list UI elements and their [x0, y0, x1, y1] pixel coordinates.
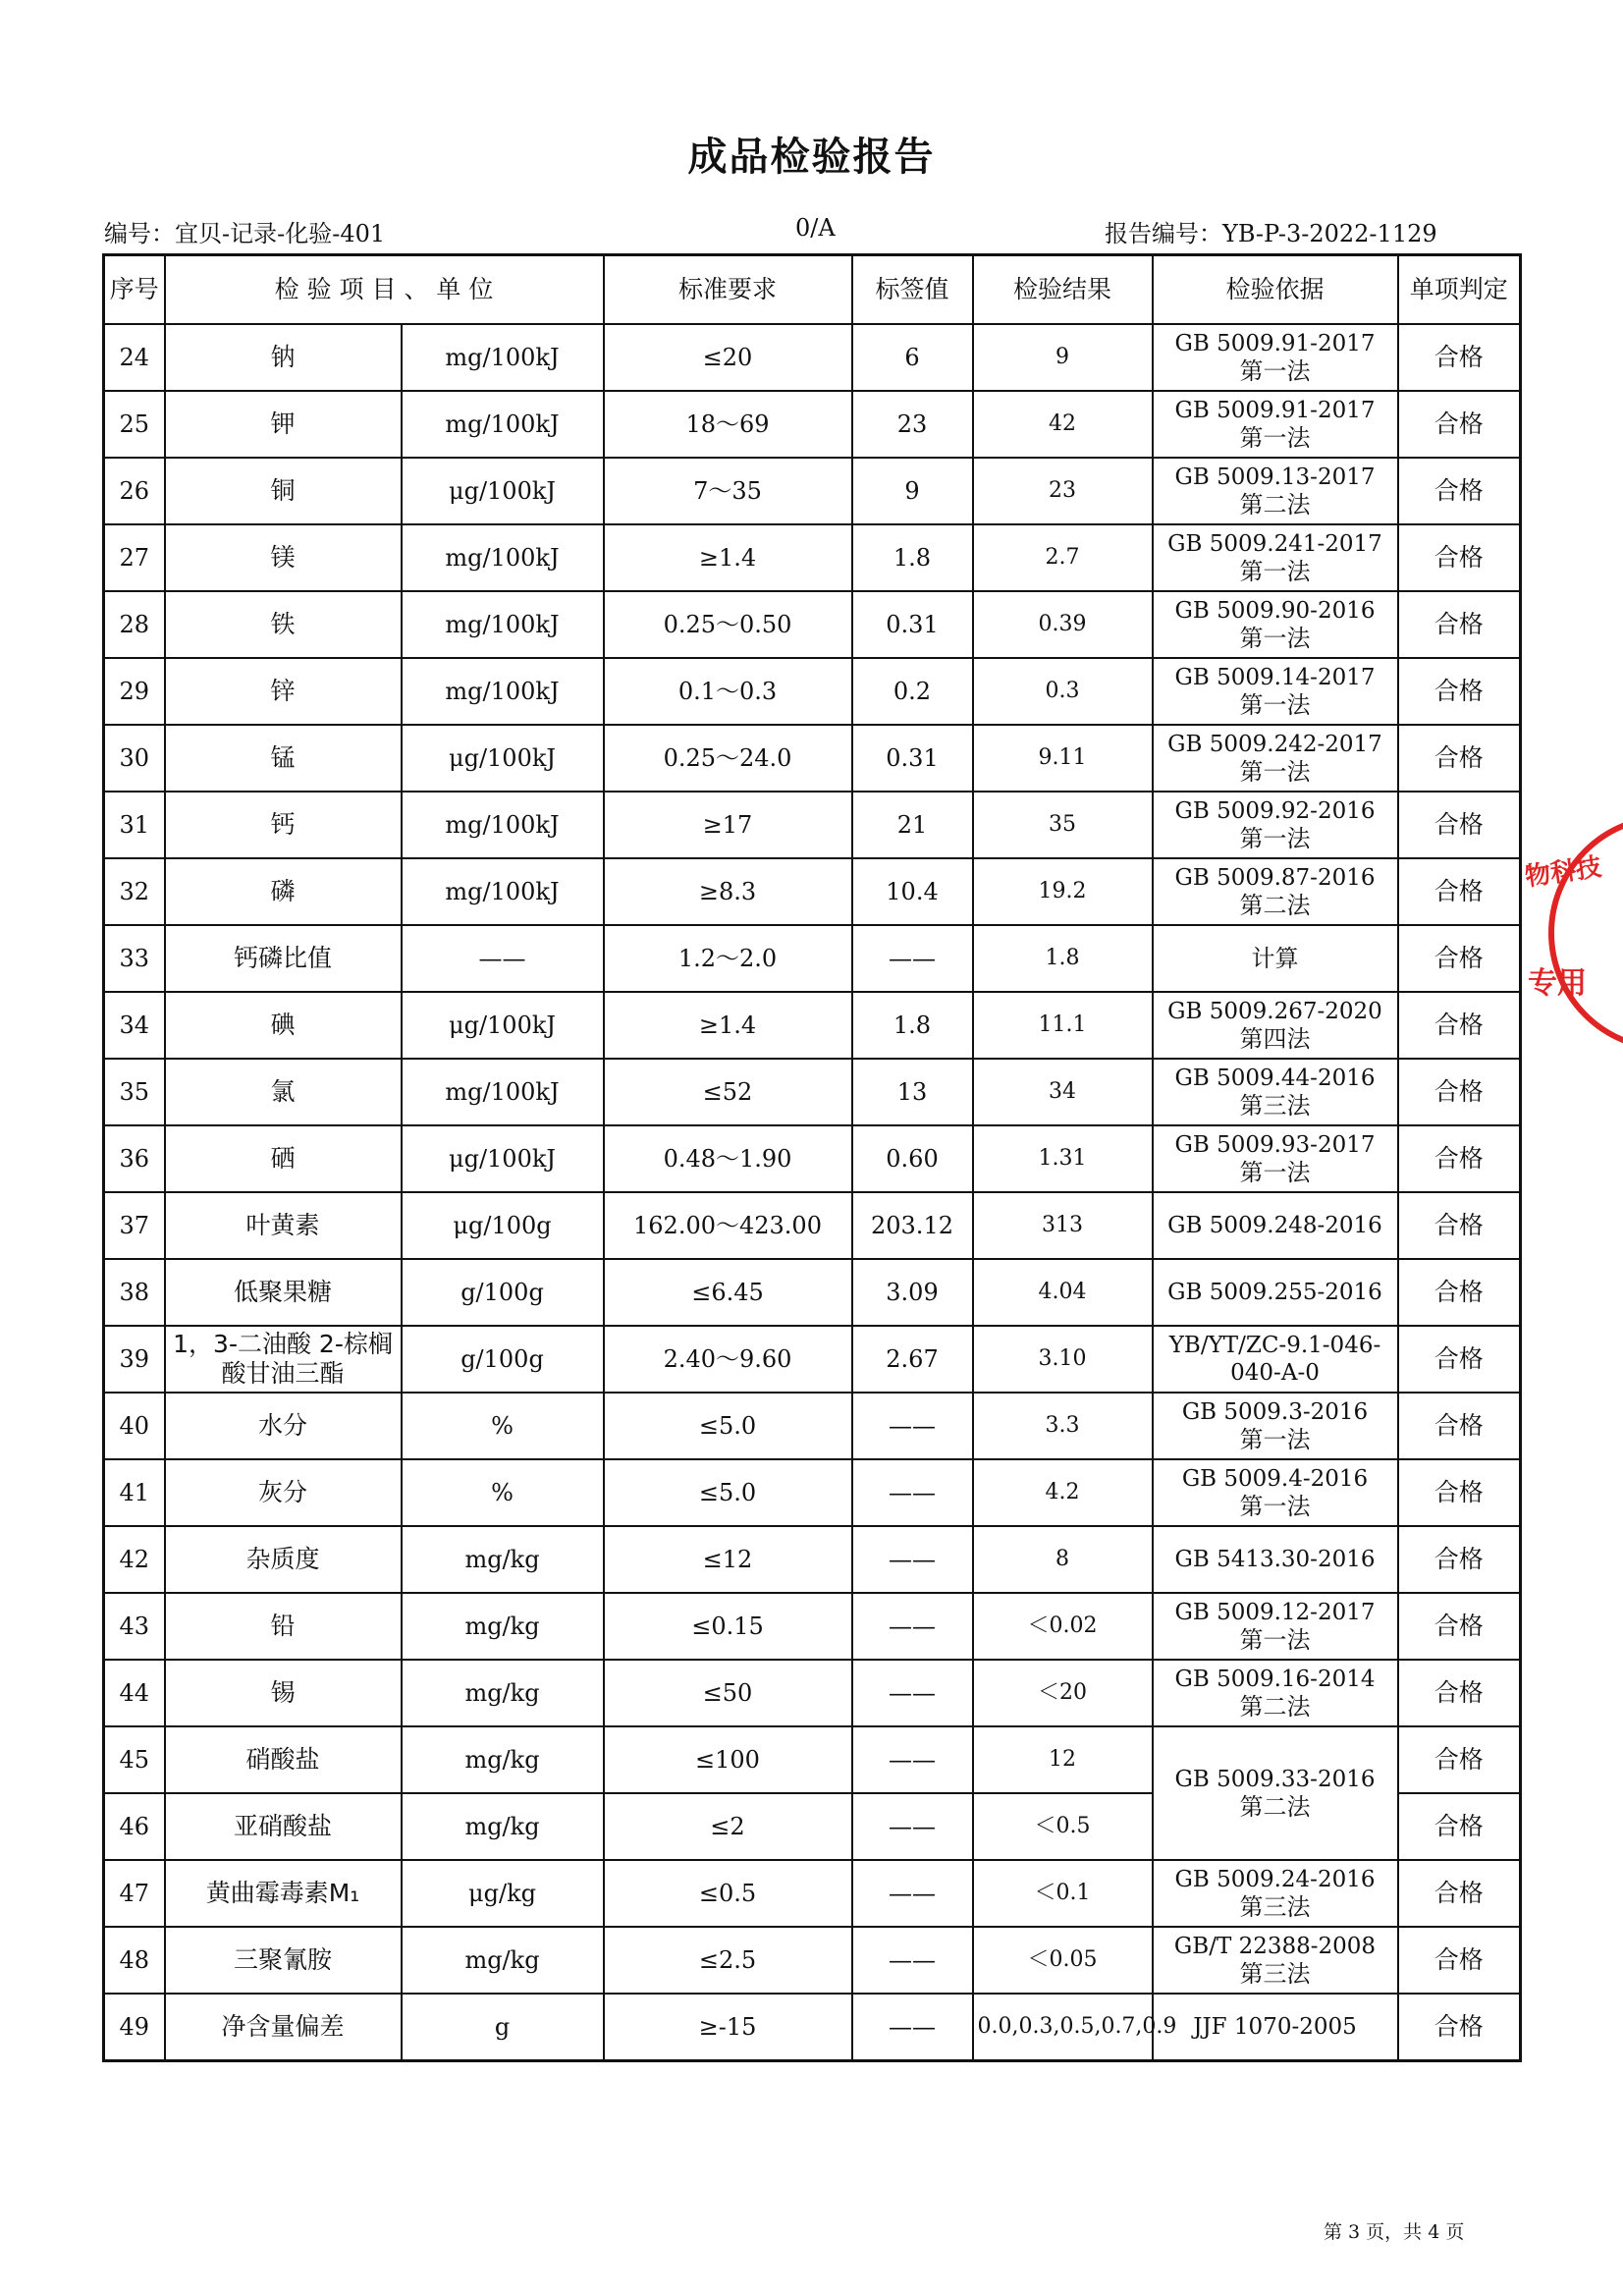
header-standard: 标准要求: [604, 255, 852, 325]
row-label-value: ——: [852, 1860, 973, 1927]
basis-standard: JJF 1070-2005: [1193, 2014, 1357, 2040]
row-unit: mg/kg: [402, 1660, 604, 1726]
row-seq: 37: [104, 1192, 165, 1259]
row-basis: [1153, 391, 1398, 458]
row-basis: [1153, 1259, 1398, 1326]
row-judge: 合格: [1398, 458, 1521, 524]
basis-method: 第二法: [1239, 491, 1311, 519]
basis-method: 第一法: [1239, 1159, 1311, 1186]
row-unit: %: [402, 1459, 604, 1526]
row-basis: [1153, 858, 1398, 925]
table-row: [104, 792, 1521, 858]
table-row: [104, 1459, 1521, 1526]
row-unit: mg/100kJ: [402, 1059, 604, 1125]
row-unit: mg/100kJ: [402, 658, 604, 725]
header-item-unit: 检 验 项 目 、 单 位: [165, 255, 604, 325]
row-standard: ≤52: [604, 1059, 852, 1125]
row-basis: [1153, 1192, 1398, 1259]
row-judge: 合格: [1398, 1459, 1521, 1526]
basis-standard: GB 5009.92-2016: [1174, 798, 1376, 824]
row-standard: 18～69: [604, 391, 852, 458]
row-result: 0.39: [973, 591, 1153, 658]
basis-method: 第一法: [1239, 357, 1311, 385]
row-judge: 合格: [1398, 1125, 1521, 1192]
row-result: ＜20: [973, 1660, 1153, 1726]
row-standard: ≤20: [604, 324, 852, 391]
header-seq: 序号: [104, 255, 165, 325]
row-judge: 合格: [1398, 1994, 1521, 2061]
row-judge: 合格: [1398, 1059, 1521, 1125]
header-result: 检验结果: [973, 255, 1153, 325]
row-standard: 162.00～423.00: [604, 1192, 852, 1259]
basis-standard: GB/T 22388-2008: [1173, 1934, 1377, 1959]
table-row: [104, 1393, 1521, 1459]
row-label-value: ——: [852, 1526, 973, 1593]
row-item: 1，3-二油酸 2-棕榈酸甘油三酯: [165, 1326, 402, 1393]
row-seq: 32: [104, 858, 165, 925]
row-seq: 41: [104, 1459, 165, 1526]
row-basis: [1153, 1994, 1398, 2061]
document-version: 0/A: [795, 214, 836, 242]
row-item: 净含量偏差: [165, 1994, 402, 2061]
row-unit: mg/kg: [402, 1593, 604, 1660]
basis-standard: GB 5009.91-2017: [1174, 331, 1376, 356]
row-label-value: 9: [852, 458, 973, 524]
row-standard: ≤2.5: [604, 1927, 852, 1994]
row-basis: [1153, 524, 1398, 591]
table-row: [104, 324, 1521, 391]
row-standard: 0.25～24.0: [604, 725, 852, 792]
table-row: [104, 1059, 1521, 1125]
row-unit: mg/100kJ: [402, 858, 604, 925]
row-judge: 合格: [1398, 1726, 1521, 1793]
row-seq: 39: [104, 1326, 165, 1393]
row-standard: ≥-15: [604, 1994, 852, 2061]
row-judge: 合格: [1398, 591, 1521, 658]
table-row: [104, 458, 1521, 524]
row-label-value: 21: [852, 792, 973, 858]
row-label-value: 0.31: [852, 725, 973, 792]
row-seq: 43: [104, 1593, 165, 1660]
row-seq: 40: [104, 1393, 165, 1459]
row-result: 9: [973, 324, 1153, 391]
table-row: [104, 658, 1521, 725]
row-judge: 合格: [1398, 658, 1521, 725]
row-result: 1.31: [973, 1125, 1153, 1192]
row-seq: 26: [104, 458, 165, 524]
row-seq: 35: [104, 1059, 165, 1125]
row-judge: 合格: [1398, 391, 1521, 458]
row-item: 三聚氰胺: [165, 1927, 402, 1994]
row-item: 灰分: [165, 1459, 402, 1526]
row-result: 3.3: [973, 1393, 1153, 1459]
row-basis: [1153, 1593, 1398, 1660]
basis-standard: GB 5009.14-2017: [1174, 665, 1376, 690]
row-seq: 30: [104, 725, 165, 792]
row-judge: 合格: [1398, 324, 1521, 391]
row-judge: 合格: [1398, 1526, 1521, 1593]
basis-method: 第三法: [1239, 1960, 1311, 1988]
basis-standard: GB 5009.91-2017: [1174, 398, 1376, 423]
row-judge: 合格: [1398, 858, 1521, 925]
row-basis: [1153, 1927, 1398, 1994]
row-result: 23: [973, 458, 1153, 524]
table-row: [104, 1994, 1521, 2061]
row-unit: mg/100kJ: [402, 524, 604, 591]
svg-text:专用: 专用: [1528, 966, 1587, 1001]
basis-standard: GB 5009.90-2016: [1174, 598, 1376, 624]
row-unit: ——: [402, 925, 604, 992]
row-label-value: 1.8: [852, 992, 973, 1059]
row-unit: g/100g: [402, 1259, 604, 1326]
table-row: [104, 858, 1521, 925]
row-standard: ≥8.3: [604, 858, 852, 925]
row-judge: 合格: [1398, 524, 1521, 591]
row-basis: [1153, 1125, 1398, 1192]
basis-standard: GB 5009.255-2016: [1167, 1280, 1382, 1305]
basis-method: 第一法: [1239, 625, 1311, 652]
row-seq: 27: [104, 524, 165, 591]
row-standard: ≤100: [604, 1726, 852, 1793]
row-result: 11.1: [973, 992, 1153, 1059]
row-basis: [1153, 792, 1398, 858]
basis-method: 第一法: [1239, 424, 1311, 452]
row-basis: [1153, 1393, 1398, 1459]
basis-standard: GB 5009.87-2016: [1174, 865, 1376, 891]
row-label-value: ——: [852, 1593, 973, 1660]
row-item: 铁: [165, 591, 402, 658]
row-basis: [1153, 1459, 1398, 1526]
row-standard: ≤12: [604, 1526, 852, 1593]
basis-standard: GB 5009.93-2017: [1174, 1132, 1376, 1158]
row-seq: 45: [104, 1726, 165, 1793]
row-unit: μg/100kJ: [402, 992, 604, 1059]
row-label-value: 1.8: [852, 524, 973, 591]
row-unit: μg/kg: [402, 1860, 604, 1927]
row-seq: 38: [104, 1259, 165, 1326]
basis-method: 第一法: [1239, 558, 1311, 585]
basis-standard: GB 5009.12-2017: [1174, 1600, 1376, 1625]
row-result: ＜0.1: [973, 1860, 1153, 1927]
basis-method: 第二法: [1239, 1693, 1311, 1721]
row-item: 钙磷比值: [165, 925, 402, 992]
row-label-value: 0.60: [852, 1125, 973, 1192]
basis-method: 第二法: [1239, 892, 1311, 919]
row-judge: 合格: [1398, 1393, 1521, 1459]
basis-method: 第三法: [1239, 1092, 1311, 1120]
basis-standard: GB 5009.16-2014: [1174, 1667, 1376, 1692]
table-row: [104, 1259, 1521, 1326]
basis-standard: GB 5009.3-2016: [1181, 1399, 1369, 1425]
basis-method: 第一法: [1239, 825, 1311, 852]
report-number: 报告编号：YB-P-3-2022-1129: [1105, 220, 1437, 247]
basis-standard: GB 5009.44-2016: [1174, 1066, 1376, 1091]
row-label-value: ——: [852, 1393, 973, 1459]
row-item: 水分: [165, 1393, 402, 1459]
row-seq: 42: [104, 1526, 165, 1593]
basis-standard: 计算: [1251, 945, 1299, 972]
row-item: 磷: [165, 858, 402, 925]
row-item: 黄曲霉毒素M₁: [165, 1860, 402, 1927]
basis-method: 第一法: [1239, 691, 1311, 719]
basis-method: 第一法: [1239, 1626, 1311, 1654]
row-judge: 合格: [1398, 725, 1521, 792]
row-item: 锌: [165, 658, 402, 725]
row-result: 35: [973, 792, 1153, 858]
row-judge: 合格: [1398, 992, 1521, 1059]
row-standard: 0.25～0.50: [604, 591, 852, 658]
row-basis: [1153, 725, 1398, 792]
row-result: 9.11: [973, 725, 1153, 792]
row-item: 低聚果糖: [165, 1259, 402, 1326]
row-item: 钠: [165, 324, 402, 391]
row-label-value: 203.12: [852, 1192, 973, 1259]
row-standard: 0.48～1.90: [604, 1125, 852, 1192]
basis-standard: YB/YT/ZC-9.1-046-040-A-0: [1168, 1333, 1381, 1386]
basis-standard: GB 5009.13-2017: [1174, 465, 1376, 490]
row-item: 杂质度: [165, 1526, 402, 1593]
row-label-value: 10.4: [852, 858, 973, 925]
row-seq: 33: [104, 925, 165, 992]
row-judge: 合格: [1398, 1927, 1521, 1994]
basis-method: 第三法: [1239, 1893, 1311, 1921]
row-judge: 合格: [1398, 792, 1521, 858]
row-standard: ≤5.0: [604, 1393, 852, 1459]
company-seal: [1520, 810, 1623, 1056]
row-standard: ≤5.0: [604, 1459, 852, 1526]
row-unit: g/100g: [402, 1326, 604, 1393]
row-standard: ≥1.4: [604, 992, 852, 1059]
row-label-value: ——: [852, 1927, 973, 1994]
row-item: 叶黄素: [165, 1192, 402, 1259]
basis-method: 第四法: [1239, 1025, 1311, 1053]
row-unit: mg/kg: [402, 1793, 604, 1860]
row-item: 锰: [165, 725, 402, 792]
basis-standard: GB 5009.241-2017: [1167, 531, 1382, 557]
basis-standard: GB 5009.242-2017: [1167, 732, 1382, 757]
row-label-value: ——: [852, 1994, 973, 2061]
row-judge: 合格: [1398, 1660, 1521, 1726]
row-seq: 49: [104, 1994, 165, 2061]
row-standard: ≤50: [604, 1660, 852, 1726]
basis-method: 第一法: [1239, 1493, 1311, 1520]
row-seq: 31: [104, 792, 165, 858]
row-label-value: ——: [852, 1459, 973, 1526]
row-basis: [1153, 458, 1398, 524]
row-item: 镁: [165, 524, 402, 591]
table-row: [104, 1726, 1521, 1793]
row-item: 氯: [165, 1059, 402, 1125]
basis-standard: GB 5009.4-2016: [1181, 1466, 1369, 1492]
basis-standard: GB 5009.24-2016: [1174, 1867, 1376, 1892]
row-basis: [1153, 925, 1398, 992]
row-result: 8: [973, 1526, 1153, 1593]
row-item: 铅: [165, 1593, 402, 1660]
seal-stamp-icon: [1520, 810, 1623, 1056]
row-result: 12: [973, 1726, 1153, 1793]
row-result: 0.3: [973, 658, 1153, 725]
row-seq: 28: [104, 591, 165, 658]
row-result: 2.7: [973, 524, 1153, 591]
row-unit: %: [402, 1393, 604, 1459]
row-basis: [1153, 658, 1398, 725]
svg-text:物科技: 物科技: [1523, 852, 1603, 893]
row-result: 3.10: [973, 1326, 1153, 1393]
table-row: [104, 1192, 1521, 1259]
row-standard: ≤0.5: [604, 1860, 852, 1927]
row-judge: 合格: [1398, 1860, 1521, 1927]
basis-standard: GB 5413.30-2016: [1174, 1547, 1376, 1572]
table-row: [104, 1927, 1521, 1994]
row-unit: mg/kg: [402, 1526, 604, 1593]
basis-standard: GB 5009.248-2016: [1167, 1213, 1382, 1238]
row-result: 34: [973, 1059, 1153, 1125]
row-basis: [1153, 1059, 1398, 1125]
row-label-value: 23: [852, 391, 973, 458]
table-row: [104, 391, 1521, 458]
basis-method: 第一法: [1239, 758, 1311, 786]
header-basis: 检验依据: [1153, 255, 1398, 325]
table-row: [104, 1326, 1521, 1393]
basis-method: 第二法: [1239, 1793, 1311, 1821]
row-standard: ≥1.4: [604, 524, 852, 591]
table-row: [104, 1860, 1521, 1927]
row-judge: 合格: [1398, 1593, 1521, 1660]
row-seq: 29: [104, 658, 165, 725]
row-label-value: 6: [852, 324, 973, 391]
row-basis: [1153, 1526, 1398, 1593]
row-label-value: ——: [852, 1660, 973, 1726]
row-judge: 合格: [1398, 1793, 1521, 1860]
row-seq: 24: [104, 324, 165, 391]
row-item: 碘: [165, 992, 402, 1059]
row-unit: g: [402, 1994, 604, 2061]
row-result: 313: [973, 1192, 1153, 1259]
row-standard: ≥17: [604, 792, 852, 858]
row-unit: mg/100kJ: [402, 391, 604, 458]
row-label-value: ——: [852, 1793, 973, 1860]
row-judge: 合格: [1398, 925, 1521, 992]
row-label-value: 2.67: [852, 1326, 973, 1393]
header-label-value: 标签值: [852, 255, 973, 325]
row-basis: [1153, 1326, 1398, 1393]
header-judge: 单项判定: [1398, 255, 1521, 325]
row-standard: ≤2: [604, 1793, 852, 1860]
row-result: ＜0.02: [973, 1593, 1153, 1660]
row-seq: 46: [104, 1793, 165, 1860]
table-row: [104, 1125, 1521, 1192]
row-label-value: ——: [852, 1726, 973, 1793]
row-item: 硒: [165, 1125, 402, 1192]
row-unit: μg/100kJ: [402, 458, 604, 524]
table-row: [104, 1593, 1521, 1660]
row-unit: mg/100kJ: [402, 792, 604, 858]
report-title: 成品检验报告: [687, 135, 936, 180]
row-label-value: ——: [852, 925, 973, 992]
table-row: [104, 524, 1521, 591]
basis-method: 第一法: [1239, 1426, 1311, 1453]
row-judge: 合格: [1398, 1259, 1521, 1326]
row-standard: 7～35: [604, 458, 852, 524]
row-basis: [1153, 591, 1398, 658]
row-item: 铜: [165, 458, 402, 524]
row-unit: μg/100kJ: [402, 1125, 604, 1192]
row-unit: mg/100kJ: [402, 324, 604, 391]
row-result: 19.2: [973, 858, 1153, 925]
row-item: 钙: [165, 792, 402, 858]
row-result: ＜0.5: [973, 1793, 1153, 1860]
row-seq: 44: [104, 1660, 165, 1726]
row-result: 42: [973, 391, 1153, 458]
row-item: 锡: [165, 1660, 402, 1726]
row-label-value: 0.2: [852, 658, 973, 725]
row-result: ＜0.05: [973, 1927, 1153, 1994]
row-item: 硝酸盐: [165, 1726, 402, 1793]
table-body: [104, 324, 1521, 2061]
table-row: [104, 725, 1521, 792]
row-item: 亚硝酸盐: [165, 1793, 402, 1860]
document-code: 编号：宜贝-记录-化验-401: [104, 220, 386, 247]
row-unit: mg/100kJ: [402, 591, 604, 658]
table-header-row: [104, 255, 1521, 325]
table-row: [104, 591, 1521, 658]
row-basis: [1153, 1860, 1398, 1927]
row-basis: [1153, 1726, 1398, 1860]
table-row: [104, 1526, 1521, 1593]
basis-standard: GB 5009.33-2016: [1174, 1767, 1376, 1792]
row-judge: 合格: [1398, 1192, 1521, 1259]
row-unit: μg/100g: [402, 1192, 604, 1259]
row-basis: [1153, 324, 1398, 391]
row-seq: 36: [104, 1125, 165, 1192]
row-result: 4.2: [973, 1459, 1153, 1526]
table-row: [104, 925, 1521, 992]
row-judge: 合格: [1398, 1326, 1521, 1393]
table-row: [104, 992, 1521, 1059]
row-standard: ≤0.15: [604, 1593, 852, 1660]
row-label-value: 0.31: [852, 591, 973, 658]
row-result: 4.04: [973, 1259, 1153, 1326]
row-result: 0.0,0.3,0.5,0.7,0.9: [973, 1994, 1153, 2061]
table-row: [104, 1660, 1521, 1726]
row-standard: ≤6.45: [604, 1259, 852, 1326]
page-number: 第 3 页，共 4 页: [1324, 2221, 1465, 2243]
row-seq: 47: [104, 1860, 165, 1927]
row-standard: 1.2～2.0: [604, 925, 852, 992]
row-seq: 25: [104, 391, 165, 458]
row-seq: 48: [104, 1927, 165, 1994]
row-unit: μg/100kJ: [402, 725, 604, 792]
row-label-value: 13: [852, 1059, 973, 1125]
row-standard: 2.40～9.60: [604, 1326, 852, 1393]
row-result: 1.8: [973, 925, 1153, 992]
row-unit: mg/kg: [402, 1927, 604, 1994]
row-standard: 0.1～0.3: [604, 658, 852, 725]
row-item: 钾: [165, 391, 402, 458]
row-label-value: 3.09: [852, 1259, 973, 1326]
row-unit: mg/kg: [402, 1726, 604, 1793]
row-basis: [1153, 992, 1398, 1059]
row-seq: 34: [104, 992, 165, 1059]
inspection-table: [102, 253, 1522, 2062]
basis-standard: GB 5009.267-2020: [1167, 999, 1382, 1024]
row-basis: [1153, 1660, 1398, 1726]
